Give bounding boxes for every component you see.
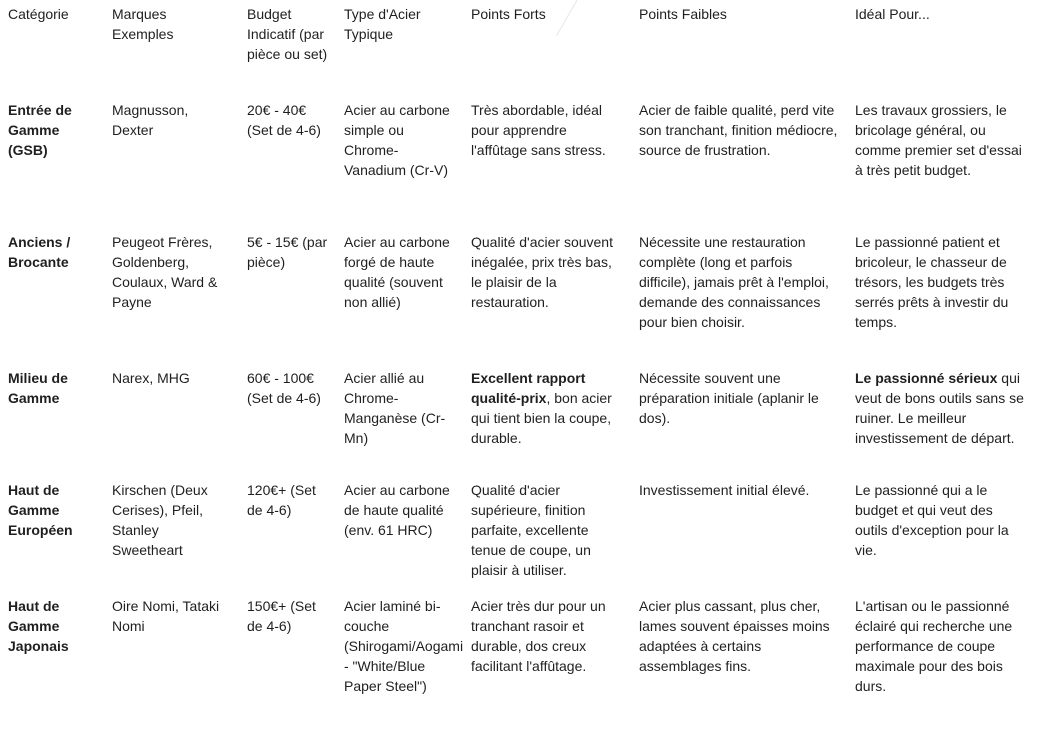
cell-points-faibles: Acier de faible qualité, perd vite son tranchant, finition médiocre, source de frustration. <box>639 102 838 158</box>
table-row <box>0 592 1034 729</box>
cell-marques: Kirschen (Deux Cerises), Pfeil, Stanley Sweetheart <box>112 482 208 558</box>
cell-points-faibles: Nécessite souvent une préparation initiale (aplanir le dos). <box>639 370 819 426</box>
cell-acier: Acier au carbone de haute qualité (env. 61 HRC) <box>344 482 450 538</box>
header-budget: Budget Indicatif (par pièce ou set) <box>247 6 328 62</box>
cell-ideal-pour <box>847 364 1034 476</box>
cell-marques: Oire Nomi, Tataki Nomi <box>112 598 220 634</box>
cell-points-forts <box>463 364 631 476</box>
cell-marques: Peugeot Frères, Goldenberg, Coulaux, Ward & Payne <box>112 234 218 310</box>
header-points-faibles: Points Faibles <box>639 6 727 22</box>
table-row <box>0 96 1034 228</box>
cell-points-faibles: Investissement initial élevé. <box>639 482 810 498</box>
body-text: , bon acier qui tient bien la coupe, durable. <box>471 390 612 446</box>
header-categorie: Catégorie <box>8 6 69 22</box>
cell-points-forts: Très abordable, idéal pour apprendre l'affûtage sans stress. <box>471 102 606 158</box>
cell-ideal-pour: Le passionné qui a le budget et qui veut des outils d'exception pour la vie. <box>855 482 1009 558</box>
cell-budget: 60€ - 100€ (Set de 4-6) <box>247 370 321 406</box>
cell-budget: 150€+ (Set de 4-6) <box>247 598 316 634</box>
cell-acier: Acier au carbone simple ou Chrome-Vanadium (Cr-V) <box>344 102 450 178</box>
cell-points-forts: Qualité d'acier souvent inégalée, prix très bas, le plaisir de la restauration. <box>471 234 613 310</box>
cell-categorie: Anciens / Brocante <box>8 234 71 270</box>
cell-points-forts: Qualité d'acier supérieure, finition parfaite, excellente tenue de coupe, un plaisir à utiliser. <box>471 482 591 578</box>
cell-acier: Acier laminé bi-couche (Shirogami/Aogami - "White/Blue Paper Steel") <box>344 598 464 694</box>
cell-acier: Acier au carbone forgé de haute qualité (souvent non allié) <box>344 234 450 310</box>
table-row <box>0 476 1034 592</box>
header-points-forts: Points Forts <box>471 6 546 22</box>
cell-budget: 5€ - 15€ (par pièce) <box>247 234 328 270</box>
cell-categorie: Entrée de Gamme (GSB) <box>8 102 72 158</box>
cell-ideal-pour: L'artisan ou le passionné éclairé qui recherche une performance de coupe maximale pour des bois durs. <box>855 598 1013 694</box>
header-acier: Type d'Acier Typique <box>344 6 421 42</box>
cell-points-faibles: Nécessite une restauration complète (long et parfois difficile), jamais prêt à l'emploi, demande des connaissances pour bien choisir. <box>639 234 829 330</box>
header-row <box>0 0 1034 96</box>
cell-marques: Magnusson, Dexter <box>112 102 189 138</box>
emphasis-text: Excellent rapport qualité-prix <box>471 370 586 406</box>
header-marques: Marques Exemples <box>112 6 174 42</box>
header-ideal-pour: Idéal Pour... <box>855 6 930 22</box>
cell-budget: 20€ - 40€ (Set de 4-6) <box>247 102 321 138</box>
cell-ideal-pour: Le passionné patient et bricoleur, le chasseur de trésors, les budgets très serrés prêts à investir du temps. <box>855 234 1009 330</box>
cell-acier: Acier allié au Chrome-Manganèse (Cr-Mn) <box>344 370 446 446</box>
cell-budget: 120€+ (Set de 4-6) <box>247 482 316 518</box>
cell-categorie: Haut de Gamme Japonais <box>8 598 69 654</box>
cell-points-forts: Acier très dur pour un tranchant rasoir et durable, dos creux facilitant l'affûtage. <box>471 598 606 674</box>
cell-categorie: Milieu de Gamme <box>8 370 68 406</box>
cell-marques: Narex, MHG <box>112 370 190 386</box>
table-row <box>0 364 1034 476</box>
body-text: qui veut de bons outils sans se ruiner. Le meilleur investissement de départ. <box>855 370 1024 446</box>
cell-ideal-pour: Les travaux grossiers, le bricolage général, ou comme premier set d'essai à très petit budget. <box>855 102 1022 178</box>
cell-points-faibles: Acier plus cassant, plus cher, lames souvent épaisses moins adaptées à certains assemblages fins. <box>639 598 830 674</box>
table-row <box>0 228 1034 364</box>
emphasis-text: Le passionné sérieux <box>855 370 998 386</box>
cell-categorie: Haut de Gamme Européen <box>8 482 73 538</box>
